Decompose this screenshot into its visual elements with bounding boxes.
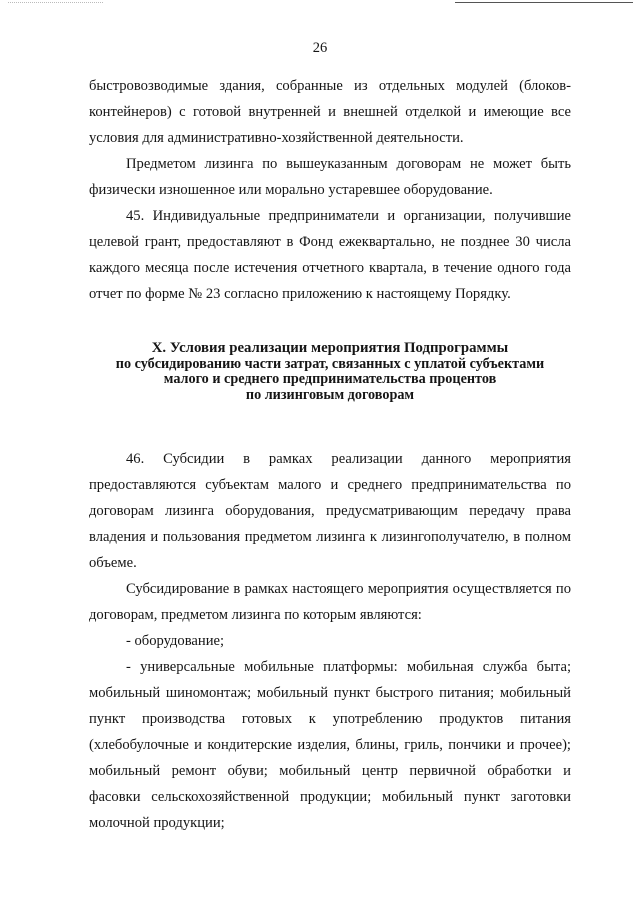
section-heading-line: по лизинговым договорам [245, 386, 415, 403]
document-body [89, 73, 571, 836]
section-heading-line: малого и среднего предпринимательства процентов [163, 371, 497, 387]
section-heading [89, 341, 571, 403]
paragraph-45: 45. Индивидуальные предприниматели и организации, получившие целевой грант, предоставляют в Фонд ежеквартально, не позднее 30 числа каждого месяца после истечения отчетного квартала, в течение одного года отчет по форме № 23 согласно приложению к настоящему Порядку. [89, 208, 571, 302]
section-heading-line: X. Условия реализации мероприятия Подпрограммы [151, 340, 509, 356]
paragraph-continuation: быстровозводимые здания, собранные из отдельных модулей (блоков-контейнеров) с готовой внутренней и внешней отделкой и имеющие все условия для административно-хозяйственной деятельности. [89, 78, 571, 146]
paragraph-46: 46. Субсидии в рамках реализации данного мероприятия предоставляются субъектам малого и среднего предпринимательства по договорам лизинга оборудования, предусматривающим передачу права владения и пользования предметом лизинга к лизингополучателю, в полном объеме. [89, 451, 571, 571]
header-rule [455, 2, 633, 3]
list-item-equipment: - оборудование; [126, 633, 225, 649]
page-number: 26 [312, 40, 328, 56]
scan-edge-mark [8, 2, 103, 3]
paragraph-subsidy-subjects: Субсидирование в рамках настоящего мероприятия осуществляется по договорам, предметом лизинга по которым являются: [89, 581, 571, 623]
list-item-mobile-platforms: - универсальные мобильные платформы: мобильная служба быта; мобильный шиномонтаж; мобильный пункт быстрого питания; мобильный пункт производства готовых к употреблению продуктов питания (хлебобулочные и кондитерские изделия, блины, гриль, пончики и прочее); мобильный ремонт обуви; мобильный центр первичной обработки и фасовки сельскохозяйственной продукции; мобильный пункт заготовки молочной продукции; [89, 659, 571, 831]
paragraph-leasing-subject: Предметом лизинга по вышеуказанным договорам не может быть физически изношенное или морально устаревшее оборудование. [89, 156, 571, 198]
section-heading-line: по субсидированию части затрат, связанных с уплатой субъектами [115, 355, 545, 372]
